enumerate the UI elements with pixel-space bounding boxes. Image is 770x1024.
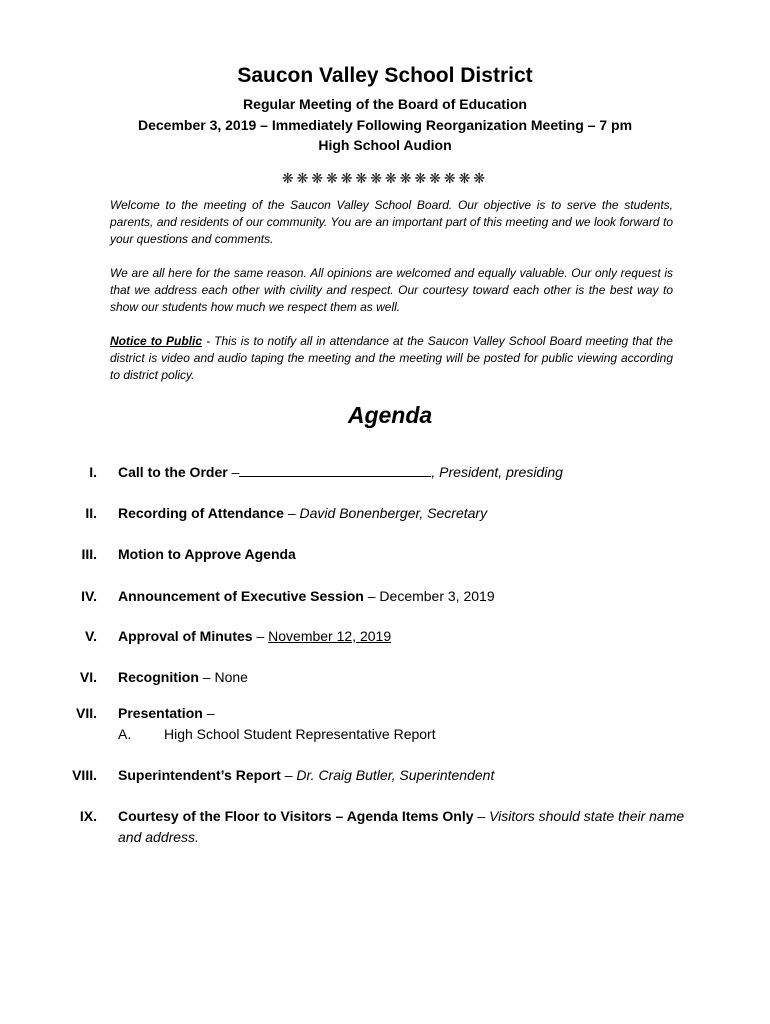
agenda-subitem-text: High School Student Representative Report: [164, 726, 436, 742]
ornament-divider: ❋❋❋❋❋❋❋❋❋❋❋❋❋❋: [281, 170, 489, 186]
request-paragraph: We are all here for the same reason. All opinions are welcomed and equally valuable. Our only request is that we address each other with civility and respect. Our courtesy toward each other is the best way to show our students how much we respect them as well.: [110, 266, 673, 314]
agenda-item-numeral: VIII.: [72, 767, 97, 783]
meeting-type: Regular Meeting of the Board of Education: [243, 96, 527, 112]
agenda-item-numeral: IV.: [81, 588, 97, 604]
agenda-item-separator: –: [363, 588, 380, 604]
district-title: Saucon Valley School District: [237, 64, 533, 87]
agenda-item-detail: Visitors should state their name and address.: [118, 808, 685, 845]
agenda-item-numeral: VII.: [75, 705, 97, 721]
agenda-item-numeral: III.: [81, 546, 97, 562]
agenda-subitem-letter: A.: [118, 726, 132, 742]
agenda-item-separator: –: [473, 808, 490, 824]
agenda-item-title: Announcement of Executive Session: [118, 588, 364, 604]
agenda-item-separator: –: [202, 705, 215, 721]
agenda-item-separator: –: [280, 767, 297, 783]
agenda-item-separator: –: [198, 669, 215, 685]
agenda-item-separator: –: [283, 505, 300, 521]
agenda-item-separator: –: [227, 464, 240, 480]
agenda-subitem: [118, 724, 708, 745]
agenda-item-title: Recognition: [118, 669, 199, 685]
welcome-paragraph: Welcome to the meeting of the Saucon Valley School Board. Our objective is to serve the students, parents, and residents of our community. You are an important part of this meeting and we look forward to your questions and comments.: [110, 198, 673, 246]
agenda-item-title: Call to the Order: [118, 464, 228, 480]
agenda-item-title: Recording of Attendance: [118, 505, 284, 521]
agenda-item-detail: David Bonenberger, Secretary: [299, 505, 488, 521]
agenda-item-detail: Dr. Craig Butler, Superintendent: [296, 767, 495, 783]
agenda-item-detail: None: [214, 669, 248, 685]
notice-text: - This is to notify all in attendance at the Saucon Valley School Board meeting that the district is video and audio taping the meeting and the meeting will be posted for public viewing according to district policy.: [110, 334, 673, 382]
meeting-location: High School Audion: [318, 137, 452, 153]
agenda-item-detail: , President, presiding: [431, 464, 563, 480]
agenda-item-numeral: I.: [89, 464, 97, 480]
agenda-item-numeral: VI.: [79, 669, 97, 685]
meeting-date-time: December 3, 2019 – Immediately Following Reorganization Meeting – 7 pm: [137, 117, 633, 133]
agenda-item-title: Presentation: [118, 705, 203, 721]
agenda-item-title: Approval of Minutes: [118, 628, 253, 644]
agenda-item-detail: December 3, 2019: [379, 588, 495, 604]
agenda-item-title: Motion to Approve Agenda: [118, 546, 296, 562]
agenda-item-separator: –: [252, 628, 269, 644]
agenda-item-numeral: V.: [85, 628, 97, 644]
agenda-item-numeral: IX.: [79, 808, 97, 824]
agenda-item-title: Courtesy of the Floor to Visitors – Agenda Items Only: [118, 808, 474, 824]
agenda-item-title: Superintendent’s Report: [118, 767, 281, 783]
agenda-item-numeral: II.: [85, 505, 97, 521]
presiding-blank-line: [239, 462, 431, 477]
agenda-heading: Agenda: [347, 402, 433, 428]
notice-paragraph: [110, 333, 673, 384]
minutes-link[interactable]: November 12, 2019: [268, 628, 392, 644]
notice-label: Notice to Public: [110, 334, 203, 348]
